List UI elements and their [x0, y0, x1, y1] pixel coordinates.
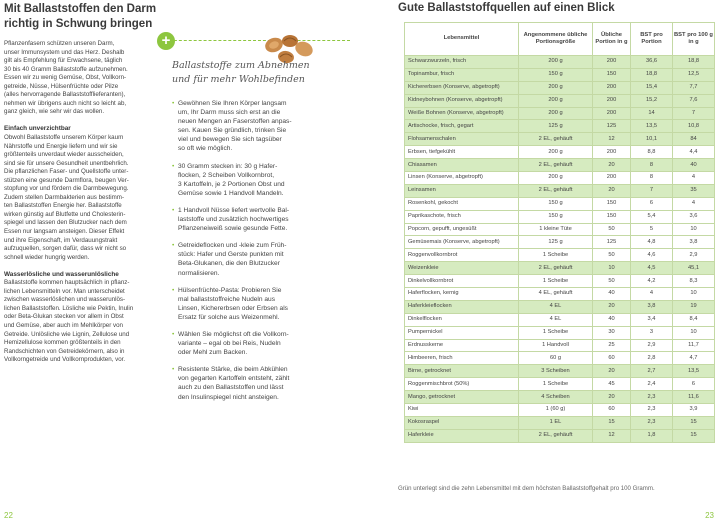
table-row — [405, 352, 715, 365]
table-row — [405, 120, 715, 133]
cell-food: Kichererbsen (Konserve, abgetropft) — [405, 81, 519, 94]
cell-portion-size: 200 g — [519, 172, 593, 185]
cell-fiber-per-portion: 4,8 — [631, 236, 673, 249]
cell-fiber-per-portion: 4 — [631, 288, 673, 301]
cell-food: Linsen (Konserve, abgetropft) — [405, 172, 519, 185]
tip-line: Beta-Glukanen, die den Blutzucker — [178, 260, 280, 268]
tip-line: laststoffe und zusätzlich hochwertiges — [178, 216, 289, 224]
cell-food: Birne, getrocknet — [405, 365, 519, 378]
column-header-fiber-per-100g: BST pro 100 g in g — [673, 23, 715, 56]
cell-portion-grams: 50 — [593, 223, 631, 236]
cell-fiber-per-100g: 11,7 — [673, 339, 715, 352]
cell-fiber-per-portion: 36,6 — [631, 56, 673, 69]
tip-line: 3 Kartoffeln, je 2 Portionen Obst und — [178, 180, 285, 188]
cell-fiber-per-100g: 3,8 — [673, 236, 715, 249]
table-row — [405, 262, 715, 275]
cell-fiber-per-100g: 4 — [673, 172, 715, 185]
table-row — [405, 339, 715, 352]
cell-portion-grams: 125 — [593, 120, 631, 133]
tip-line: Gemüse sowie 1 Handvoll Mandeln. — [178, 189, 284, 197]
cell-fiber-per-100g: 12,5 — [673, 68, 715, 81]
cell-food: Haferflocken, kernig — [405, 288, 519, 301]
text-line: Zudem stellen Darmbakterien aus bestimm- — [4, 193, 125, 201]
text-line: zwischen wasserlöslichen und wasserunlös- — [4, 296, 126, 304]
text-line: lichen Lebensmitteln vor. Man unterscheidet — [4, 287, 125, 295]
tip-line: sen. Kauen Sie gründlich, trinken Sie — [178, 127, 287, 135]
table-row — [405, 133, 715, 146]
cell-fiber-per-portion: 13,5 — [631, 120, 673, 133]
cell-portion-size: 2 EL, gehäuft — [519, 262, 593, 275]
cell-portion-size: 200 g — [519, 107, 593, 120]
cell-portion-grams: 60 — [593, 352, 631, 365]
tip-title-line: und für mehr Wohlbefinden — [172, 73, 305, 85]
title-line: richtig in Schwung bringen — [4, 18, 153, 30]
section-paragraph — [4, 279, 154, 364]
cell-food: Artischocke, frisch, gegart — [405, 120, 519, 133]
table-row — [405, 429, 715, 442]
cell-portion-grams: 12 — [593, 133, 631, 146]
cell-fiber-per-100g: 18,8 — [673, 56, 715, 69]
column-header-portion-size: Angenommene übliche Portionsgröße — [519, 23, 593, 56]
cell-portion-grams: 50 — [593, 249, 631, 262]
text-line: spiegel und lassen den Blutzucker nach dem — [4, 219, 127, 227]
tip-item — [172, 206, 344, 233]
cell-portion-grams: 50 — [593, 275, 631, 288]
table-row — [405, 68, 715, 81]
cell-portion-size: 1 EL — [519, 416, 593, 429]
tip-line: den Insulinspiegel nicht ansteigen. — [178, 393, 279, 401]
cell-portion-size: 4 EL, gehäuft — [519, 288, 593, 301]
cell-fiber-per-100g: 7,7 — [673, 81, 715, 94]
cell-portion-grams: 25 — [593, 339, 631, 352]
text-line: Hemizellulose kommen größtenteils in den — [4, 339, 121, 347]
tip-box-title — [172, 59, 347, 86]
cell-fiber-per-portion: 4,5 — [631, 262, 673, 275]
text-line: lichen Ballaststoffen. Lösliche wie Pektin, Inulin — [4, 304, 134, 312]
tip-item — [172, 330, 344, 357]
cell-fiber-per-100g: 35 — [673, 184, 715, 197]
cell-fiber-per-portion: 8,8 — [631, 146, 673, 159]
table-row — [405, 275, 715, 288]
cell-fiber-per-portion: 2,3 — [631, 416, 673, 429]
tip-box — [161, 32, 350, 502]
cell-portion-grams: 30 — [593, 326, 631, 339]
cell-portion-size: 150 g — [519, 68, 593, 81]
cell-fiber-per-100g: 7 — [673, 107, 715, 120]
cell-fiber-per-portion: 10,1 — [631, 133, 673, 146]
text-line: und Gemüse, aber auch im Mehlkörper von — [4, 321, 123, 329]
cell-portion-size: 2 EL, gehäuft — [519, 133, 593, 146]
cell-fiber-per-100g: 3,9 — [673, 404, 715, 417]
cell-portion-grams: 200 — [593, 172, 631, 185]
tip-item — [172, 162, 344, 198]
cell-portion-grams: 20 — [593, 300, 631, 313]
cell-portion-size: 2 EL, gehäuft — [519, 429, 593, 442]
table-row — [405, 172, 715, 185]
cell-portion-size: 150 g — [519, 197, 593, 210]
cell-portion-grams: 12 — [593, 429, 631, 442]
cell-fiber-per-100g: 15 — [673, 429, 715, 442]
table-row — [405, 326, 715, 339]
cell-portion-grams: 150 — [593, 197, 631, 210]
table-row — [405, 184, 715, 197]
cell-portion-grams: 60 — [593, 404, 631, 417]
text-line: schnell wieder hungrig werden. — [4, 253, 90, 261]
text-line: unser Immunsystem und das Herz. Deshalb — [4, 48, 125, 56]
tip-line: oder Mehl zum Backen. — [178, 349, 248, 357]
table-row — [405, 210, 715, 223]
cell-portion-size: 200 g — [519, 81, 593, 94]
cell-food: Pumpernickel — [405, 326, 519, 339]
table-row — [405, 378, 715, 391]
tip-line: Linsen, Kichererbsen oder Erbsen als — [178, 304, 288, 312]
cell-fiber-per-100g: 4 — [673, 197, 715, 210]
intro-paragraph — [4, 40, 154, 117]
cell-food: Roggenmischbrot (50%) — [405, 378, 519, 391]
cell-food: Kidneybohnen (Konserve, abgetropft) — [405, 94, 519, 107]
section-paragraph — [4, 134, 154, 262]
text-line: stopfung vor und fördern die Darmbewegung. — [4, 185, 129, 193]
table-row — [405, 404, 715, 417]
table-row — [405, 197, 715, 210]
cell-fiber-per-portion: 2,3 — [631, 391, 673, 404]
cell-food: Topinambur, frisch — [405, 68, 519, 81]
table-row — [405, 249, 715, 262]
tip-line: Gewöhnen Sie Ihren Körper langsam — [178, 100, 287, 107]
tip-list — [172, 99, 344, 410]
cell-portion-size: 1 Handvoll — [519, 339, 593, 352]
cell-food: Weiße Bohnen (Konserve, abgetropft) — [405, 107, 519, 120]
tip-line: Resistente Stärke, die beim Abkühlen — [178, 366, 288, 374]
cell-portion-grams: 15 — [593, 416, 631, 429]
text-line: wirken günstig auf Blutfette und Cholesterin- — [4, 210, 126, 218]
cell-fiber-per-100g: 4,7 — [673, 352, 715, 365]
table-row — [405, 300, 715, 313]
text-line: 30 bis 40 Gramm Ballaststoffe aufzunehmen. — [4, 65, 128, 73]
tip-line: um, Ihr Darm muss sich erst an die — [178, 109, 281, 117]
cell-food: Chiasamen — [405, 159, 519, 172]
cell-food: Kiwi — [405, 404, 519, 417]
cell-portion-grams: 45 — [593, 378, 631, 391]
cell-fiber-per-portion: 4,2 — [631, 275, 673, 288]
table-row — [405, 288, 715, 301]
text-line: und ihre Eigenschaft, im Verdauungstrakt — [4, 236, 118, 244]
cell-food: Erdnusskerne — [405, 339, 519, 352]
title-line: Mit Ballaststoffen den Darm — [4, 3, 157, 15]
section-heading: Wasserlösliche und wasserunlösliche — [4, 270, 119, 278]
cell-fiber-per-portion: 8 — [631, 172, 673, 185]
cell-food: Himbeeren, frisch — [405, 352, 519, 365]
cell-food: Erbsen, tiefgekühlt — [405, 146, 519, 159]
tip-line: stück: Hafer und Gerste punkten mit — [178, 251, 284, 259]
cell-portion-grams: 40 — [593, 288, 631, 301]
cell-portion-grams: 150 — [593, 210, 631, 223]
cell-fiber-per-100g: 6 — [673, 378, 715, 391]
cell-food: Roggenvollkornbrot — [405, 249, 519, 262]
tip-line: 1 Handvoll Nüsse liefert wertvolle Bal- — [178, 206, 290, 214]
cell-food: Weizenkleie — [405, 262, 519, 275]
cell-fiber-per-portion: 2,9 — [631, 339, 673, 352]
cell-food: Rosenkohl, gekocht — [405, 197, 519, 210]
cell-portion-size: 125 g — [519, 236, 593, 249]
cell-fiber-per-portion: 5,4 — [631, 210, 673, 223]
table-header-row — [405, 23, 715, 56]
tip-line: Wählen Sie möglichst oft die Vollkorn- — [178, 330, 289, 338]
cell-fiber-per-100g: 10 — [673, 326, 715, 339]
cell-portion-grams: 10 — [593, 262, 631, 275]
cell-fiber-per-portion: 3 — [631, 326, 673, 339]
tip-line: flocken, 2 Scheiben Vollkornbrot, — [178, 171, 275, 179]
cell-food: Haferkleie — [405, 429, 519, 442]
tip-item — [172, 241, 344, 277]
cell-fiber-per-100g: 4,4 — [673, 146, 715, 159]
text-line: größtenteils unverdaut wieder ausscheiden, — [4, 151, 124, 159]
cell-fiber-per-portion: 2,8 — [631, 352, 673, 365]
fiber-table — [404, 22, 714, 443]
cell-portion-grams: 150 — [593, 68, 631, 81]
tip-title-line: Ballaststoffe zum Abnehmen — [172, 60, 310, 71]
cell-fiber-per-100g: 19 — [673, 300, 715, 313]
cell-fiber-per-portion: 3,4 — [631, 313, 673, 326]
cell-portion-size: 4 EL — [519, 313, 593, 326]
cell-food: Leinsamen — [405, 184, 519, 197]
cell-fiber-per-portion: 2,7 — [631, 365, 673, 378]
cell-portion-grams: 200 — [593, 146, 631, 159]
cell-portion-size: 1 Scheibe — [519, 275, 593, 288]
column-header-fiber-per-portion: BST pro Portion — [631, 23, 673, 56]
cell-fiber-per-portion: 6 — [631, 197, 673, 210]
cell-portion-size: 60 g — [519, 352, 593, 365]
cell-fiber-per-100g: 10 — [673, 288, 715, 301]
tip-line: Hülsenfrüchte-Pasta: Probieren Sie — [178, 286, 282, 294]
cell-fiber-per-100g: 10 — [673, 223, 715, 236]
text-line: getreide, Nüsse, Hülsenfrüchte oder Pilze — [4, 82, 119, 90]
tip-line: viel und bewegen Sie sich tagsüber — [178, 136, 282, 144]
table-row — [405, 56, 715, 69]
cell-food: Dinkelflocken — [405, 313, 519, 326]
cell-fiber-per-100g: 11,6 — [673, 391, 715, 404]
text-line: nehmen wir übrigens auch nicht so leicht ab, — [4, 99, 127, 107]
text-line: Obwohl Ballaststoffe unserem Körper kaum — [4, 133, 124, 141]
cell-food: Flohsamenschalen — [405, 133, 519, 146]
cell-portion-grams: 20 — [593, 365, 631, 378]
page-number: 23 — [705, 511, 714, 520]
cell-portion-size: 4 EL — [519, 300, 593, 313]
text-line: Ballaststoffe kommen hauptsächlich in pflanz- — [4, 279, 130, 287]
cell-fiber-per-100g: 7,6 — [673, 94, 715, 107]
text-line: ten Ballaststoffen Energie her. Ballaststoffe — [4, 202, 122, 210]
cell-portion-grams: 200 — [593, 81, 631, 94]
text-line: Getreide. Unlösliche wie Lignin, Zellulose und — [4, 330, 130, 338]
cell-portion-size: 200 g — [519, 94, 593, 107]
column-header-portion-grams: Übliche Portion in g — [593, 23, 631, 56]
tip-line: variante – egal ob bei Reis, Nudeln — [178, 340, 281, 348]
table-row — [405, 236, 715, 249]
text-line: Vollkorngetreide und Vollkornprodukten, vor. — [4, 356, 126, 364]
table-row — [405, 159, 715, 172]
cell-portion-size: 1 kleine Tüte — [519, 223, 593, 236]
tip-line: neuen Mengen an Faserstoffen anpas- — [178, 118, 292, 126]
tip-line: 30 Gramm stecken in: 30 g Hafer- — [178, 162, 278, 170]
text-line: Die pflanzlichen Faser- und Quellstoffe unter- — [4, 168, 129, 176]
table-row — [405, 365, 715, 378]
cell-portion-size: 125 g — [519, 120, 593, 133]
text-line: Nährstoffe und Energie liefern und wir sie — [4, 142, 118, 150]
cell-fiber-per-100g: 10,8 — [673, 120, 715, 133]
tip-item — [172, 365, 344, 401]
text-line: oder Beta-Glukan stecken vor allem in Obst — [4, 313, 124, 321]
table-row — [405, 81, 715, 94]
cell-portion-size: 200 g — [519, 146, 593, 159]
tip-line: von gegarten Kartoffeln entsteht, zählt — [178, 375, 290, 383]
cell-fiber-per-100g: 8,3 — [673, 275, 715, 288]
cell-portion-size: 1 Scheibe — [519, 378, 593, 391]
text-line: Pflanzenfasern schützen unseren Darm, — [4, 40, 115, 47]
column-header-food: Lebensmittel — [405, 23, 519, 56]
plus-icon: + — [157, 32, 175, 50]
cell-food: Mango, getrocknet — [405, 391, 519, 404]
tip-line: Ersatz für solche aus Weizenmehl. — [178, 313, 280, 321]
cell-fiber-per-100g: 40 — [673, 159, 715, 172]
text-line: aufzuquellen, sorgen dafür, dass wir nicht so — [4, 245, 127, 253]
page-title-right: Gute Ballaststoffquellen auf einen Blick — [398, 2, 615, 14]
table-row — [405, 94, 715, 107]
cell-food: Haferkleieflocken — [405, 300, 519, 313]
cell-fiber-per-portion: 2,3 — [631, 404, 673, 417]
cell-food: Schwarzwurzeln, frisch — [405, 56, 519, 69]
cell-fiber-per-portion: 4,6 — [631, 249, 673, 262]
cell-fiber-per-portion: 14 — [631, 107, 673, 120]
cell-fiber-per-portion: 3,8 — [631, 300, 673, 313]
cell-portion-size: 1 (60 g) — [519, 404, 593, 417]
cell-food: Dinkelvollkornbrot — [405, 275, 519, 288]
cell-food: Paprikaschote, frisch — [405, 210, 519, 223]
right-page — [362, 0, 720, 523]
cell-portion-grams: 125 — [593, 236, 631, 249]
cell-food: Popcorn, gepufft, ungesüßt — [405, 223, 519, 236]
cell-fiber-per-100g: 13,5 — [673, 365, 715, 378]
cell-fiber-per-100g: 84 — [673, 133, 715, 146]
cell-fiber-per-portion: 15,4 — [631, 81, 673, 94]
cell-fiber-per-portion: 8 — [631, 159, 673, 172]
page-number: 22 — [4, 511, 13, 520]
page-title-left — [4, 2, 184, 32]
cell-portion-grams: 20 — [593, 159, 631, 172]
cell-fiber-per-portion: 5 — [631, 223, 673, 236]
tip-line: auch zu den Ballaststoffen und lässt — [178, 384, 284, 392]
body-text-column — [4, 40, 154, 373]
tip-line: Pflanzeneiweiß sowie gesunde Fette. — [178, 225, 288, 233]
cell-fiber-per-portion: 2,4 — [631, 378, 673, 391]
table-row — [405, 313, 715, 326]
cell-portion-size: 1 Scheibe — [519, 249, 593, 262]
cell-food: Kokosraspel — [405, 416, 519, 429]
table-row — [405, 416, 715, 429]
cell-portion-grams: 200 — [593, 107, 631, 120]
table-footnote: Grün unterlegt sind die zehn Lebensmittel mit dem höchsten Ballaststoffgehalt pro 100 Gramm. — [398, 485, 655, 492]
section-heading: Einfach unverzichtbar — [4, 125, 71, 133]
cell-fiber-per-portion: 15,2 — [631, 94, 673, 107]
tip-line: mal ballaststoffreiche Nudeln aus — [178, 295, 276, 303]
table-row — [405, 391, 715, 404]
cell-portion-size: 2 EL, gehäuft — [519, 184, 593, 197]
cell-fiber-per-100g: 3,6 — [673, 210, 715, 223]
cell-portion-grams: 200 — [593, 56, 631, 69]
text-line: Essen nur langsam ansteigen. Dieser Effekt — [4, 227, 125, 235]
cell-portion-size: 150 g — [519, 210, 593, 223]
tip-line: Getreideflocken und -kleie zum Früh- — [178, 242, 287, 250]
cell-portion-size: 1 Scheibe — [519, 326, 593, 339]
table-body — [405, 56, 715, 443]
text-line: sind sie für unsere Gesundheit unentbehrlich. — [4, 159, 129, 167]
tip-item — [172, 99, 344, 154]
cell-portion-size: 4 Scheiben — [519, 391, 593, 404]
cell-portion-grams: 200 — [593, 94, 631, 107]
cell-fiber-per-100g: 2,9 — [673, 249, 715, 262]
cell-fiber-per-portion: 1,8 — [631, 429, 673, 442]
text-line: Essen wir zu wenig Gemüse, Obst, Vollkorn- — [4, 74, 127, 82]
text-line: Randschichten von Getreidekörnern, also in — [4, 347, 125, 355]
tip-line: normalisieren. — [178, 269, 220, 277]
cell-portion-size: 200 g — [519, 56, 593, 69]
cell-fiber-per-portion: 18,8 — [631, 68, 673, 81]
cell-fiber-per-100g: 45,1 — [673, 262, 715, 275]
cell-portion-grams: 20 — [593, 184, 631, 197]
cell-fiber-per-100g: 8,4 — [673, 313, 715, 326]
cell-portion-size: 3 Scheiben — [519, 365, 593, 378]
cell-fiber-per-portion: 7 — [631, 184, 673, 197]
cell-portion-grams: 40 — [593, 313, 631, 326]
text-line: gilt als Empfehlung für Erwachsene, täglich — [4, 57, 123, 65]
text-line: ganz gleich, wie sehr wir das wollen. — [4, 108, 105, 116]
text-line: (alles hervorragende Ballaststofflieferanten), — [4, 91, 126, 99]
cell-portion-grams: 20 — [593, 391, 631, 404]
table-row — [405, 223, 715, 236]
cell-food: Gemüsemais (Konserve, abgetropft) — [405, 236, 519, 249]
cell-fiber-per-100g: 15 — [673, 416, 715, 429]
text-line: stützen eine gesunde Darmflora, beugen Ver- — [4, 176, 129, 184]
table-row — [405, 146, 715, 159]
table-row — [405, 107, 715, 120]
tip-line: so oft wie möglich. — [178, 145, 233, 153]
cell-portion-size: 2 EL, gehäuft — [519, 159, 593, 172]
tip-item — [172, 286, 344, 322]
